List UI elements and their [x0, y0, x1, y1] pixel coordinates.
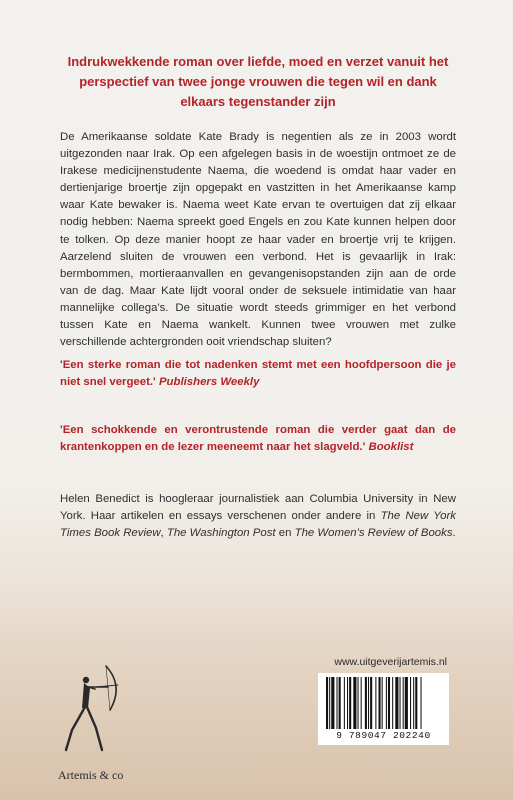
- barcode-bar: [337, 677, 338, 729]
- isbn-number: 9 789047 202240: [336, 730, 431, 741]
- barcode-bar: [347, 677, 348, 729]
- review-quote-2-text: 'Een schokkende en verontrustende roman die verder gaat dan de krantenkoppen en de lezer meeneemt naar het slagveld.': [60, 424, 456, 454]
- barcode-bar: [405, 677, 408, 729]
- barcode-bar: [358, 677, 359, 729]
- bio-separator: ,: [160, 527, 164, 540]
- barcode-bar: [388, 677, 390, 729]
- barcode-bar: [392, 677, 393, 729]
- review-quote-1-text: 'Een sterke roman die tot nadenken stemt met een hoofdpersoon die je niet snel vergeet.': [60, 359, 456, 389]
- barcode-graphic: [324, 677, 443, 729]
- barcode-bar: [413, 677, 414, 729]
- barcode-bar: [344, 677, 345, 729]
- publication-wapo: The Washington Post: [166, 527, 276, 540]
- barcode-bar: [361, 677, 362, 729]
- barcode-bar: [329, 677, 330, 729]
- barcode-bar: [370, 677, 372, 729]
- publisher-name: Artemis & co: [58, 768, 124, 782]
- barcode-bar: [375, 677, 376, 729]
- barcode-bar: [386, 677, 387, 729]
- review-quote-2: [60, 422, 456, 456]
- review-quote-1-source: Publishers Weekly: [158, 376, 260, 389]
- barcode-bar: [353, 677, 356, 729]
- barcode-bar: [400, 677, 401, 729]
- bio-separator-and: en: [278, 527, 292, 540]
- headline: Indrukwekkende roman over liefde, moed en verzet vanuit het perspectief van twee jonge vrouwen die tegen wil en dank elkaars tegenstander zijn: [67, 54, 449, 109]
- barcode-bar: [415, 677, 417, 729]
- barcode-bar: [326, 677, 328, 729]
- bio-end: .: [452, 527, 456, 540]
- publication-nyt: The New York Times Book Review: [60, 510, 456, 540]
- archer-logo-icon: [62, 660, 132, 760]
- review-quote-2-source: Booklist: [368, 441, 414, 454]
- barcode-bar: [403, 677, 404, 729]
- isbn-barcode: [318, 673, 449, 745]
- publisher-website[interactable]: www.uitgeverijartemis.nl: [334, 656, 447, 668]
- author-bio-text: Helen Benedict is hoogleraar journalistiek aan Columbia University in New York. Haar artikelen en essays verschenen onder andere in: [60, 493, 456, 523]
- barcode-bar: [421, 677, 422, 729]
- barcode-bar: [379, 677, 381, 729]
- synopsis: De Amerikaanse soldate Kate Brady is negentien als ze in 2003 wordt uitgezonden naar Irak. Op een afgelegen basis in de woestijn ontmoet ze de Irakese medicijnenstudente Naema, die woedend is omdat haar vader en dertienjarige broertje zijn opgepakt en vastzitten in het Amerikaanse kamp waar Kate bewaker is. Naema weet Kate ervan te overtuigen dat zij elkaar nodig hebben: Naema spreekt goed Engels en zou Kate kunnen helpen door te tolken. Op deze manier hoopt ze haar vader en broertje vrij te krijgen. Aarzelend sluiten de vrouwen een verbond. Het is gevaarlijk in Irak: bermbommen, mortieraanvallen en gevangenisopstanden zijn aan de orde van de dag. Maar Kate lijdt vooral onder de seksuele intimidatie van haar mannelijke collega's. De situatie wordt steeds grimmiger en het verbond tussen Kate en Naema wankelt. Kunnen twee vrouwen met zulke verschillende achtergronden ooit vriendschap sluiten?: [60, 131, 456, 349]
- barcode-bar: [395, 677, 398, 729]
- publication-womens-review: The Women's Review of Books: [294, 527, 453, 540]
- barcode-bar: [368, 677, 369, 729]
- barcode-bar: [331, 677, 334, 729]
- review-quote-1: [60, 357, 456, 391]
- barcode-bar: [339, 677, 341, 729]
- barcode-bar: [349, 677, 351, 729]
- author-bio: [60, 491, 456, 542]
- barcode-bar: [365, 677, 367, 729]
- barcode-bar: [410, 677, 411, 729]
- barcode-bar: [382, 677, 383, 729]
